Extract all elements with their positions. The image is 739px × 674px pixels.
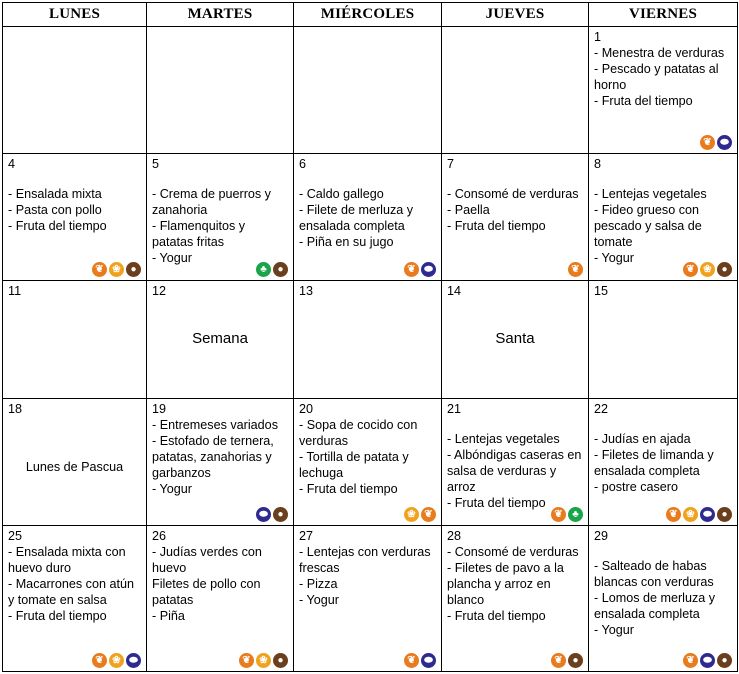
day-number: 28	[447, 529, 462, 543]
menu-items	[589, 45, 737, 109]
wheat-icon: ❦	[568, 262, 583, 277]
allergen-icons	[92, 653, 141, 668]
day-number	[3, 27, 146, 29]
menu-item: - Entremeses variados	[152, 418, 278, 432]
menu-calendar	[2, 2, 738, 672]
wheat-icon: ❦	[683, 262, 698, 277]
week-row	[3, 526, 738, 672]
menu-item: - Yogur	[152, 482, 192, 496]
day-content	[294, 281, 441, 398]
menu-item: - Tortilla de patata y lechuga	[299, 450, 409, 480]
menu-items	[294, 417, 441, 497]
egg-icon: ❀	[109, 262, 124, 277]
day-number: 27	[299, 529, 314, 543]
allergen-icons	[256, 507, 288, 522]
week-row	[3, 154, 738, 281]
menu-item: - Consomé de verduras	[447, 187, 579, 201]
day-content	[3, 399, 146, 525]
day-number	[147, 27, 293, 29]
day-number: 13	[299, 284, 314, 298]
day-cell	[589, 526, 738, 672]
menu-item: - Lentejas vegetales	[594, 187, 707, 201]
day-number: 4	[8, 157, 16, 171]
menu-item: - Yogur	[594, 623, 634, 637]
day-number	[442, 27, 588, 29]
egg-icon: ❀	[404, 507, 419, 522]
day-number	[294, 27, 441, 29]
menu-item: - Estofado de ternera, patatas, zanahorias y garbanzos	[152, 434, 274, 480]
milk-icon: ●	[568, 653, 583, 668]
day-cell	[3, 154, 147, 281]
allergen-icons	[551, 653, 583, 668]
day-content	[3, 27, 146, 153]
allergen-icons	[700, 135, 732, 150]
menu-items	[294, 172, 441, 250]
wheat-icon: ❦	[404, 653, 419, 668]
day-content	[294, 27, 441, 153]
week-row	[3, 27, 738, 154]
day-cell	[589, 27, 738, 154]
menu-items	[442, 544, 588, 624]
day-cell	[3, 27, 147, 154]
menu-item: - Flamenquitos y patatas fritas	[152, 219, 246, 249]
menu-item: - Piña	[152, 609, 185, 623]
header-martes: MARTES	[147, 3, 294, 27]
day-content	[147, 399, 293, 525]
wheat-icon: ❦	[551, 507, 566, 522]
header-viernes: VIERNES	[589, 3, 738, 27]
day-content	[3, 526, 146, 671]
menu-item: - Paella	[447, 203, 490, 217]
day-cell	[294, 27, 442, 154]
menu-items	[3, 544, 146, 624]
day-content	[442, 27, 588, 153]
menu-item: - Macarrones con atún y tomate en salsa	[8, 577, 134, 607]
milk-icon: ●	[273, 262, 288, 277]
menu-item: - Judías en ajada	[594, 432, 691, 446]
menu-item: - Filetes de pavo a la plancha y arroz en blanco	[447, 561, 564, 607]
day-content	[3, 154, 146, 280]
menu-item: - Lentejas vegetales	[447, 432, 560, 446]
allergen-icons	[404, 653, 436, 668]
day-cell	[294, 526, 442, 672]
menu-item: - Consomé de verduras	[447, 545, 579, 559]
milk-icon: ●	[126, 262, 141, 277]
day-content	[147, 27, 293, 153]
day-number: 25	[8, 529, 23, 543]
menu-item: - Ensalada mixta	[8, 187, 102, 201]
holiday-label: Santa	[495, 330, 535, 347]
menu-item: - Fruta del tiempo	[8, 609, 107, 623]
milk-icon: ●	[273, 653, 288, 668]
allergen-icons	[404, 262, 436, 277]
menu-item: - Ensalada mixta con huevo duro	[8, 545, 126, 575]
wheat-icon: ❦	[683, 653, 698, 668]
menu-items	[442, 417, 588, 511]
allergen-icons	[683, 653, 732, 668]
day-cell	[3, 399, 147, 526]
day-number: 12	[152, 284, 167, 298]
menu-item: - Yogur	[594, 251, 634, 265]
allergen-icons	[256, 262, 288, 277]
wheat-icon: ❦	[404, 262, 419, 277]
menu-items	[589, 417, 737, 495]
menu-item: - Salteado de habas blancas con verduras	[594, 559, 714, 589]
day-number: 7	[447, 157, 455, 171]
day-cell	[442, 281, 589, 399]
menu-items	[589, 172, 737, 266]
menu-items	[147, 544, 293, 624]
day-cell	[147, 154, 294, 281]
fish-icon: ⬬	[717, 135, 732, 150]
day-number: 26	[152, 529, 167, 543]
day-number: 18	[8, 402, 23, 416]
menu-items	[3, 172, 146, 234]
day-content	[294, 154, 441, 280]
menu-item: - Judías verdes con huevo	[152, 545, 262, 575]
day-content	[442, 526, 588, 671]
day-number: 11	[8, 284, 22, 298]
menu-items	[589, 544, 737, 638]
menu-items	[294, 544, 441, 608]
day-content	[147, 281, 293, 398]
wheat-icon: ❦	[239, 653, 254, 668]
day-content	[442, 154, 588, 280]
menu-item: - Sopa de cocido con verduras	[299, 418, 418, 448]
day-cell	[294, 154, 442, 281]
day-cell	[147, 399, 294, 526]
day-content	[3, 281, 146, 398]
egg-icon: ❀	[256, 653, 271, 668]
fish-icon: ⬬	[421, 653, 436, 668]
day-cell	[442, 399, 589, 526]
menu-item: - Fruta del tiempo	[299, 482, 398, 496]
milk-icon: ●	[717, 507, 732, 522]
day-number: 1	[594, 30, 602, 44]
day-cell	[3, 526, 147, 672]
menu-item: - Fruta del tiempo	[594, 94, 693, 108]
menu-item: - Filetes de limanda y ensalada completa	[594, 448, 714, 478]
day-cell	[442, 154, 589, 281]
allergen-icons	[92, 262, 141, 277]
celery-icon: ♣	[256, 262, 271, 277]
wheat-icon: ❦	[92, 653, 107, 668]
day-content	[147, 154, 293, 280]
day-content	[147, 526, 293, 671]
menu-item: - Yogur	[152, 251, 192, 265]
day-cell	[442, 526, 589, 672]
milk-icon: ●	[717, 653, 732, 668]
day-cell	[294, 281, 442, 399]
day-cell	[589, 281, 738, 399]
day-content	[294, 399, 441, 525]
milk-icon: ●	[717, 262, 732, 277]
fish-icon: ⬬	[700, 507, 715, 522]
menu-item: - postre casero	[594, 480, 678, 494]
week-row	[3, 399, 738, 526]
allergen-icons	[239, 653, 288, 668]
allergen-icons	[683, 262, 732, 277]
day-cell	[147, 27, 294, 154]
allergen-icons	[666, 507, 732, 522]
menu-items	[147, 417, 293, 497]
day-number: 5	[152, 157, 160, 171]
menu-items	[442, 172, 588, 234]
day-content	[589, 154, 737, 280]
egg-icon: ❀	[683, 507, 698, 522]
menu-item: - Fruta del tiempo	[447, 219, 546, 233]
day-cell	[589, 399, 738, 526]
menu-item: - Piña en su jugo	[299, 235, 394, 249]
celery-icon: ♣	[568, 507, 583, 522]
day-content	[589, 281, 737, 398]
wheat-icon: ❦	[92, 262, 107, 277]
day-number: 19	[152, 402, 167, 416]
day-number: 15	[594, 284, 609, 298]
menu-item: - Lentejas con verduras frescas	[299, 545, 431, 575]
menu-item: - Pizza	[299, 577, 338, 591]
egg-icon: ❀	[109, 653, 124, 668]
day-number: 29	[594, 529, 609, 543]
fish-icon: ⬬	[700, 653, 715, 668]
day-number: 22	[594, 402, 609, 416]
menu-item: - Caldo gallego	[299, 187, 384, 201]
menu-item: - Filete de merluza y ensalada completa	[299, 203, 414, 233]
menu-item: - Fruta del tiempo	[447, 609, 546, 623]
wheat-icon: ❦	[551, 653, 566, 668]
day-content	[589, 399, 737, 525]
menu-item: - Pasta con pollo	[8, 203, 102, 217]
day-cell	[294, 399, 442, 526]
menu-item: - Crema de puerros y zanahoria	[152, 187, 271, 217]
egg-icon: ❀	[700, 262, 715, 277]
day-number: 14	[447, 284, 462, 298]
header-lunes: LUNES	[3, 3, 147, 27]
holiday-label: Semana	[192, 330, 248, 347]
allergen-icons	[551, 507, 583, 522]
day-number: 21	[447, 402, 462, 416]
day-content	[294, 526, 441, 671]
day-content	[442, 281, 588, 398]
day-number: 20	[299, 402, 314, 416]
week-row	[3, 281, 738, 399]
fish-icon: ⬬	[421, 262, 436, 277]
wheat-icon: ❦	[421, 507, 436, 522]
header-miercoles: MIÉRCOLES	[294, 3, 442, 27]
day-cell	[442, 27, 589, 154]
fish-icon: ⬬	[126, 653, 141, 668]
day-cell	[3, 281, 147, 399]
menu-item: - Fruta del tiempo	[8, 219, 107, 233]
fish-icon: ⬬	[256, 507, 271, 522]
menu-item: - Fideo grueso con pescado y salsa de tomate	[594, 203, 702, 249]
menu-item: - Menestra de verduras	[594, 46, 725, 60]
day-number: 8	[594, 157, 602, 171]
header-row	[3, 3, 738, 27]
milk-icon: ●	[273, 507, 288, 522]
day-cell	[147, 281, 294, 399]
allergen-icons	[404, 507, 436, 522]
menu-item: - Yogur	[299, 593, 339, 607]
menu-items	[147, 172, 293, 266]
menu-item: - Pescado y patatas al horno	[594, 62, 719, 92]
day-cell	[589, 154, 738, 281]
holiday-label: Lunes de Pascua	[25, 460, 124, 474]
wheat-icon: ❦	[700, 135, 715, 150]
day-number: 6	[299, 157, 307, 171]
header-jueves: JUEVES	[442, 3, 589, 27]
day-content	[442, 399, 588, 525]
day-cell	[147, 526, 294, 672]
menu-item: - Albóndigas caseras en salsa de verduras y arroz	[447, 448, 582, 494]
allergen-icons	[568, 262, 583, 277]
wheat-icon: ❦	[666, 507, 681, 522]
menu-item: Filetes de pollo con patatas	[152, 577, 261, 607]
day-content	[589, 27, 737, 153]
menu-item: - Fruta del tiempo	[447, 496, 546, 510]
menu-item: - Lomos de merluza y ensalada completa	[594, 591, 716, 621]
day-content	[589, 526, 737, 671]
